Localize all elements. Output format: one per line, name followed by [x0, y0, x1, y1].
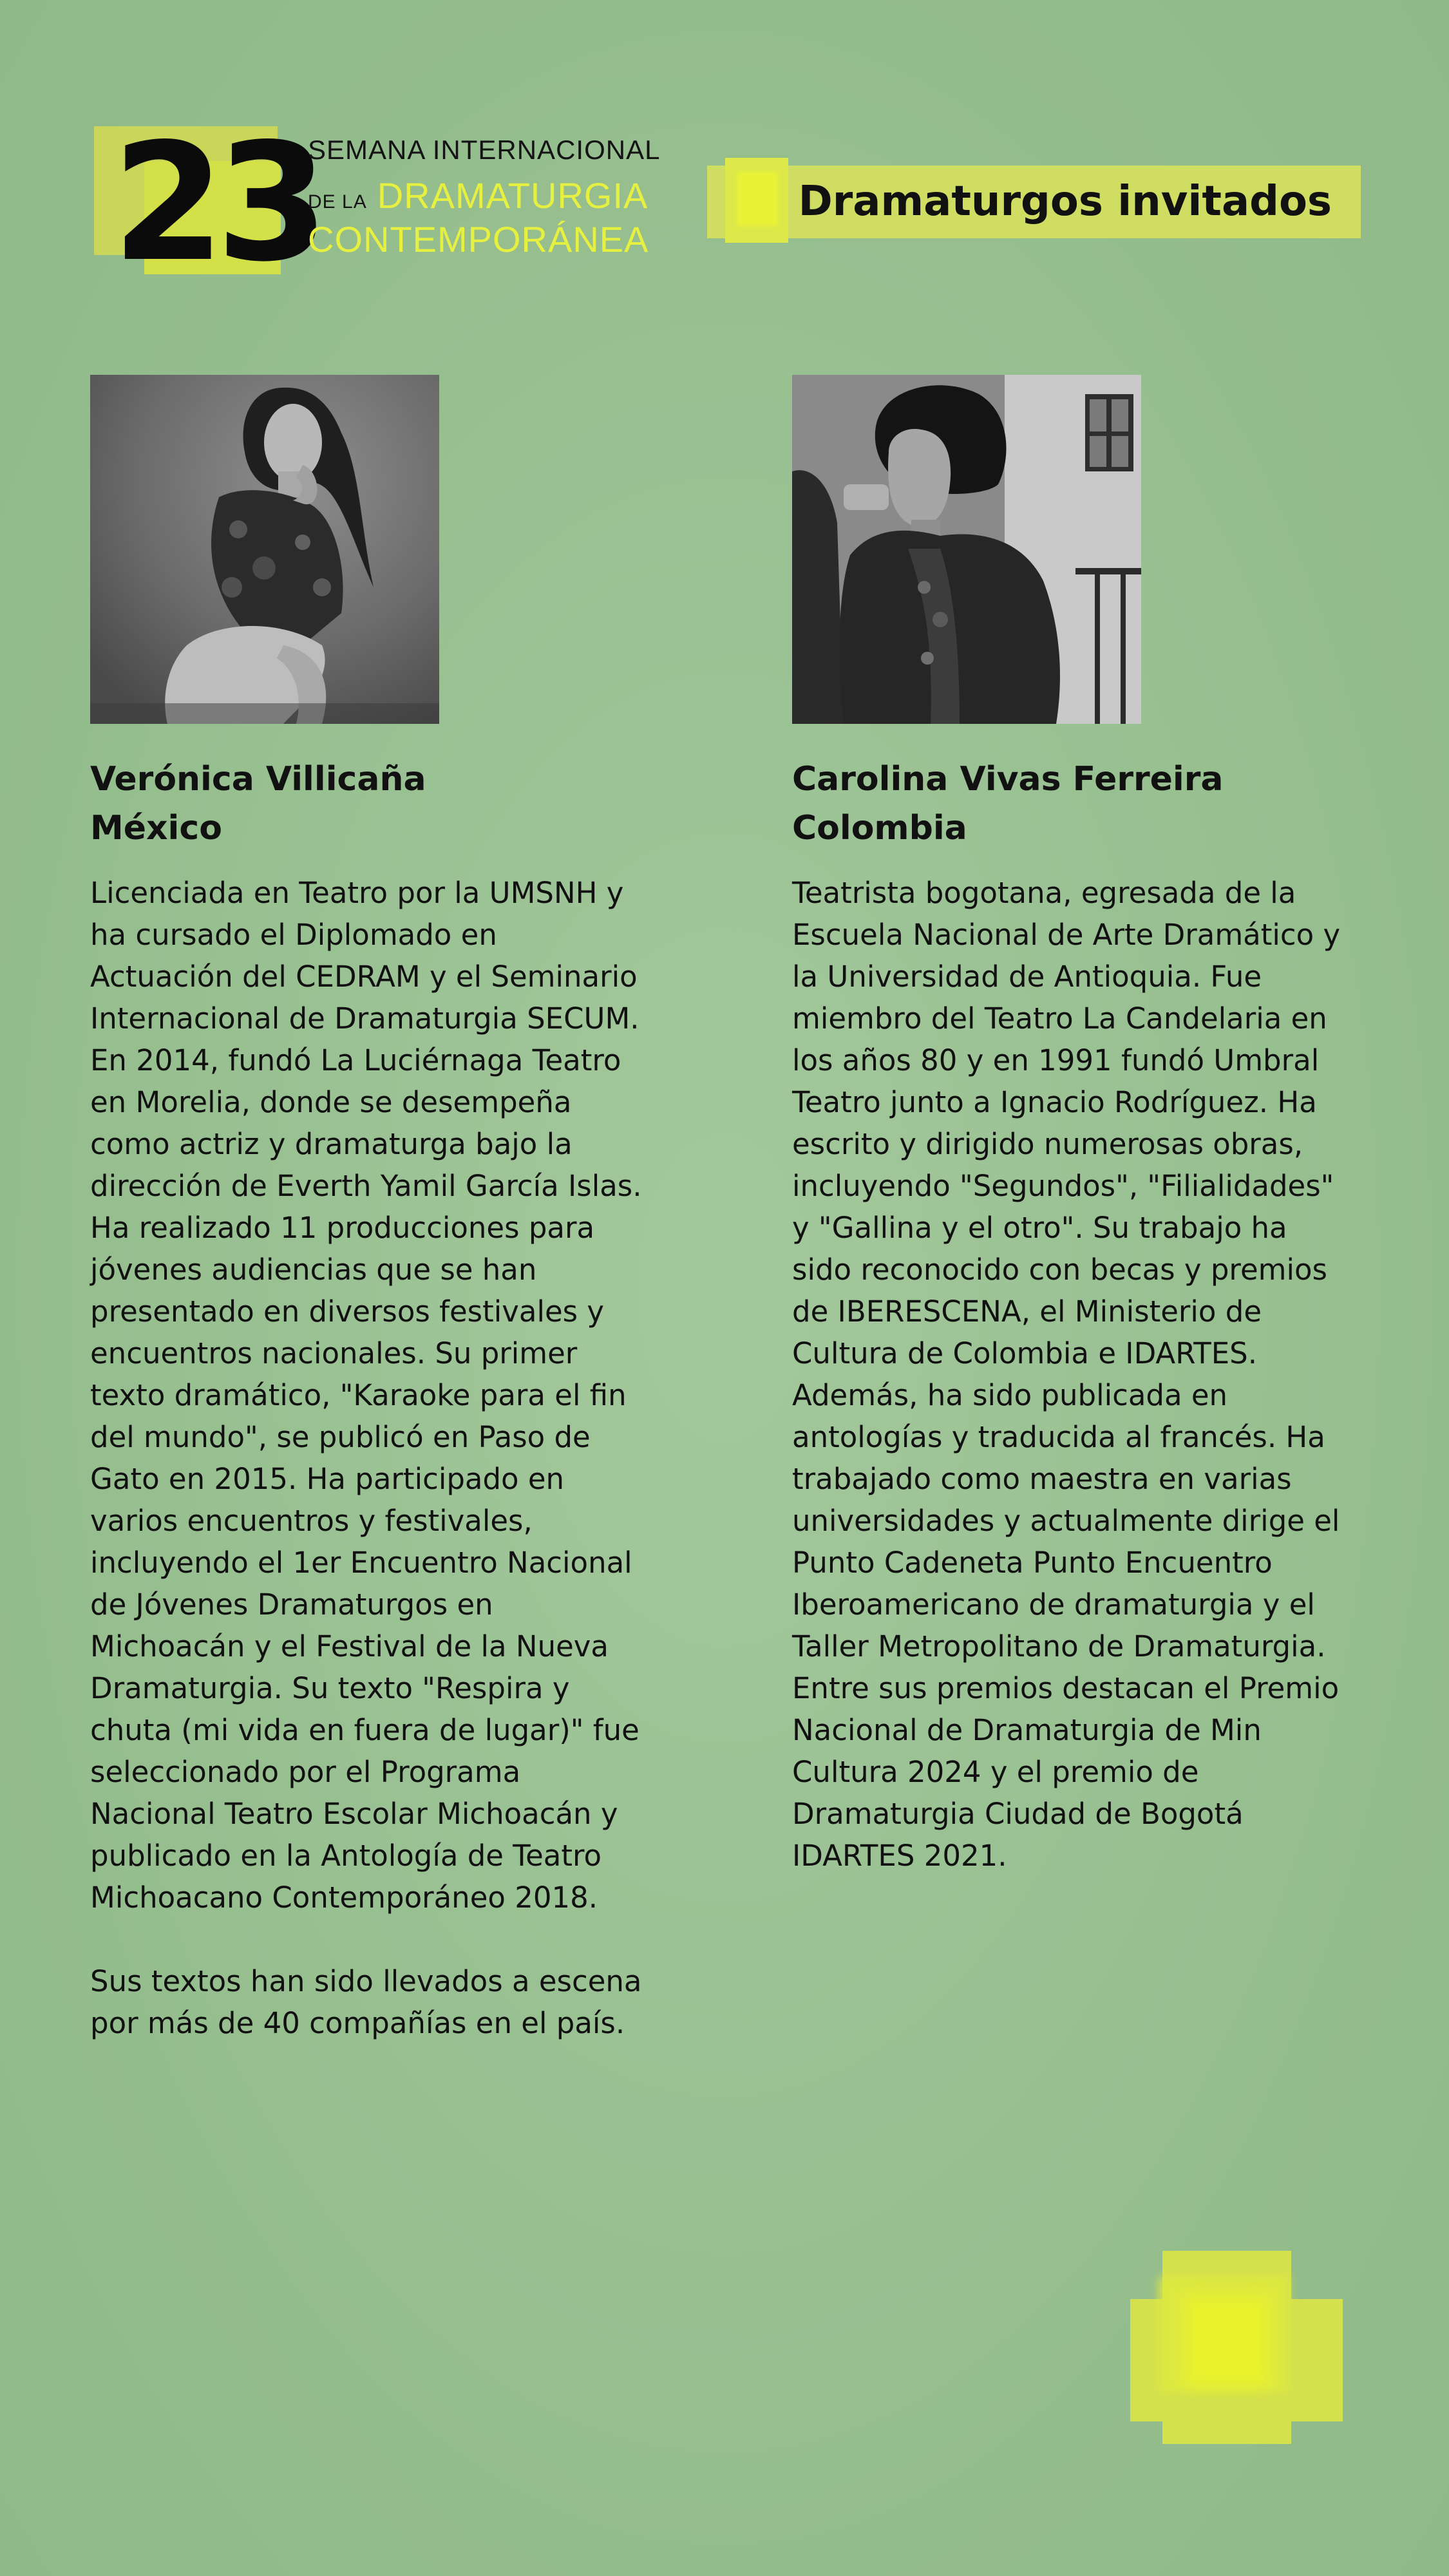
section-title: Dramaturgos invitados	[798, 178, 1332, 225]
festival-logo	[90, 109, 661, 298]
playwright-country-1: México	[90, 809, 222, 848]
portrait-photo-1	[90, 375, 439, 724]
logo-edition-number: 23	[112, 109, 320, 298]
badge-blob-glow	[737, 172, 778, 226]
playwright-name-1: Verónica Villicaña	[90, 760, 426, 799]
playwright-card-2	[792, 375, 1346, 1877]
logo-wordmark	[308, 137, 660, 258]
section-header-badge	[707, 158, 1361, 242]
logo-line-2	[308, 175, 660, 216]
playwright-name-2: Carolina Vivas Ferreira	[792, 760, 1224, 799]
playwright-bio-1-paragraph-1: Licenciada en Teatro por la UMSNH y ha cursado el Diplomado en Actuación del CEDRAM y el Seminario Internacional de Dramaturgia SECUM. En 2014, fundó La Luciérnaga Teatro en Morelia, donde se desempeña como actriz y dramaturga bajo la dirección de Everth Yamil García Islas. Ha realizado 11 producciones para jóvenes audiencias que se han presentado en diversos festivales y encuentros nacionales. Su primer texto dramático, "Karaoke para el fin del mundo", se publicó en Paso de Gato en 2015. Ha participado en varios encuentros y festivales, incluyendo el 1er Encuentro Nacional de Jóvenes Dramaturgos en Michoacán y el Festival de la Nueva Dramaturgia. Su texto "Respira y chuta (mi vida en fuera de lugar)" fue seleccionado por el Programa Nacional Teatro Escolar Michoacán y publicado en la Antología de Teatro Michoacano Contemporáneo 2018.	[90, 876, 642, 1915]
decorative-glow-blob	[1130, 2251, 1343, 2444]
logo-line-1: SEMANA INTERNACIONAL	[308, 135, 661, 165]
portrait-photo-2	[792, 375, 1141, 724]
playwright-bio-1-paragraph-2: Sus textos han sido llevados a escena por más de 40 compañías en el país.	[90, 1964, 642, 2040]
playwright-bio-2-paragraph-1: Teatrista bogotana, egresada de la Escuela Nacional de Arte Dramático y la Universidad de Antioquia. Fue miembro del Teatro La Candelaria en los años 80 y en 1991 fundó Umbral Teatro junto a Ignacio Rodríguez. Ha escrito y dirigido numerosas obras, incluyendo "Segundos", "Filialidades" y "Gallina y el otro". Su trabajo ha sido reconocido con becas y premios de IBERESCENA, el Ministerio de Cultura de Colombia e IDARTES. Además, ha sido publicada en antologías y traducida al francés. Ha trabajado como maestra en varias universidades y actualmente dirige el Punto Cadeneta Punto Encuentro Iberoamericano de dramaturgia y el Taller Metropolitano de Dramaturgia. Entre sus premios destacan el Premio Nacional de Dramaturgia de Min Cultura 2024 y el premio de Dramaturgia Ciudad de Bogotá IDARTES 2021.	[792, 876, 1341, 1873]
logo-line-3: CONTEMPORÁNEA	[308, 219, 649, 260]
logo-line-2-big: DRAMATURGIA	[377, 175, 649, 216]
playwright-country-2: Colombia	[792, 809, 967, 848]
playwright-card-1	[90, 375, 644, 2044]
logo-line-2-small: DE LA	[308, 191, 367, 213]
